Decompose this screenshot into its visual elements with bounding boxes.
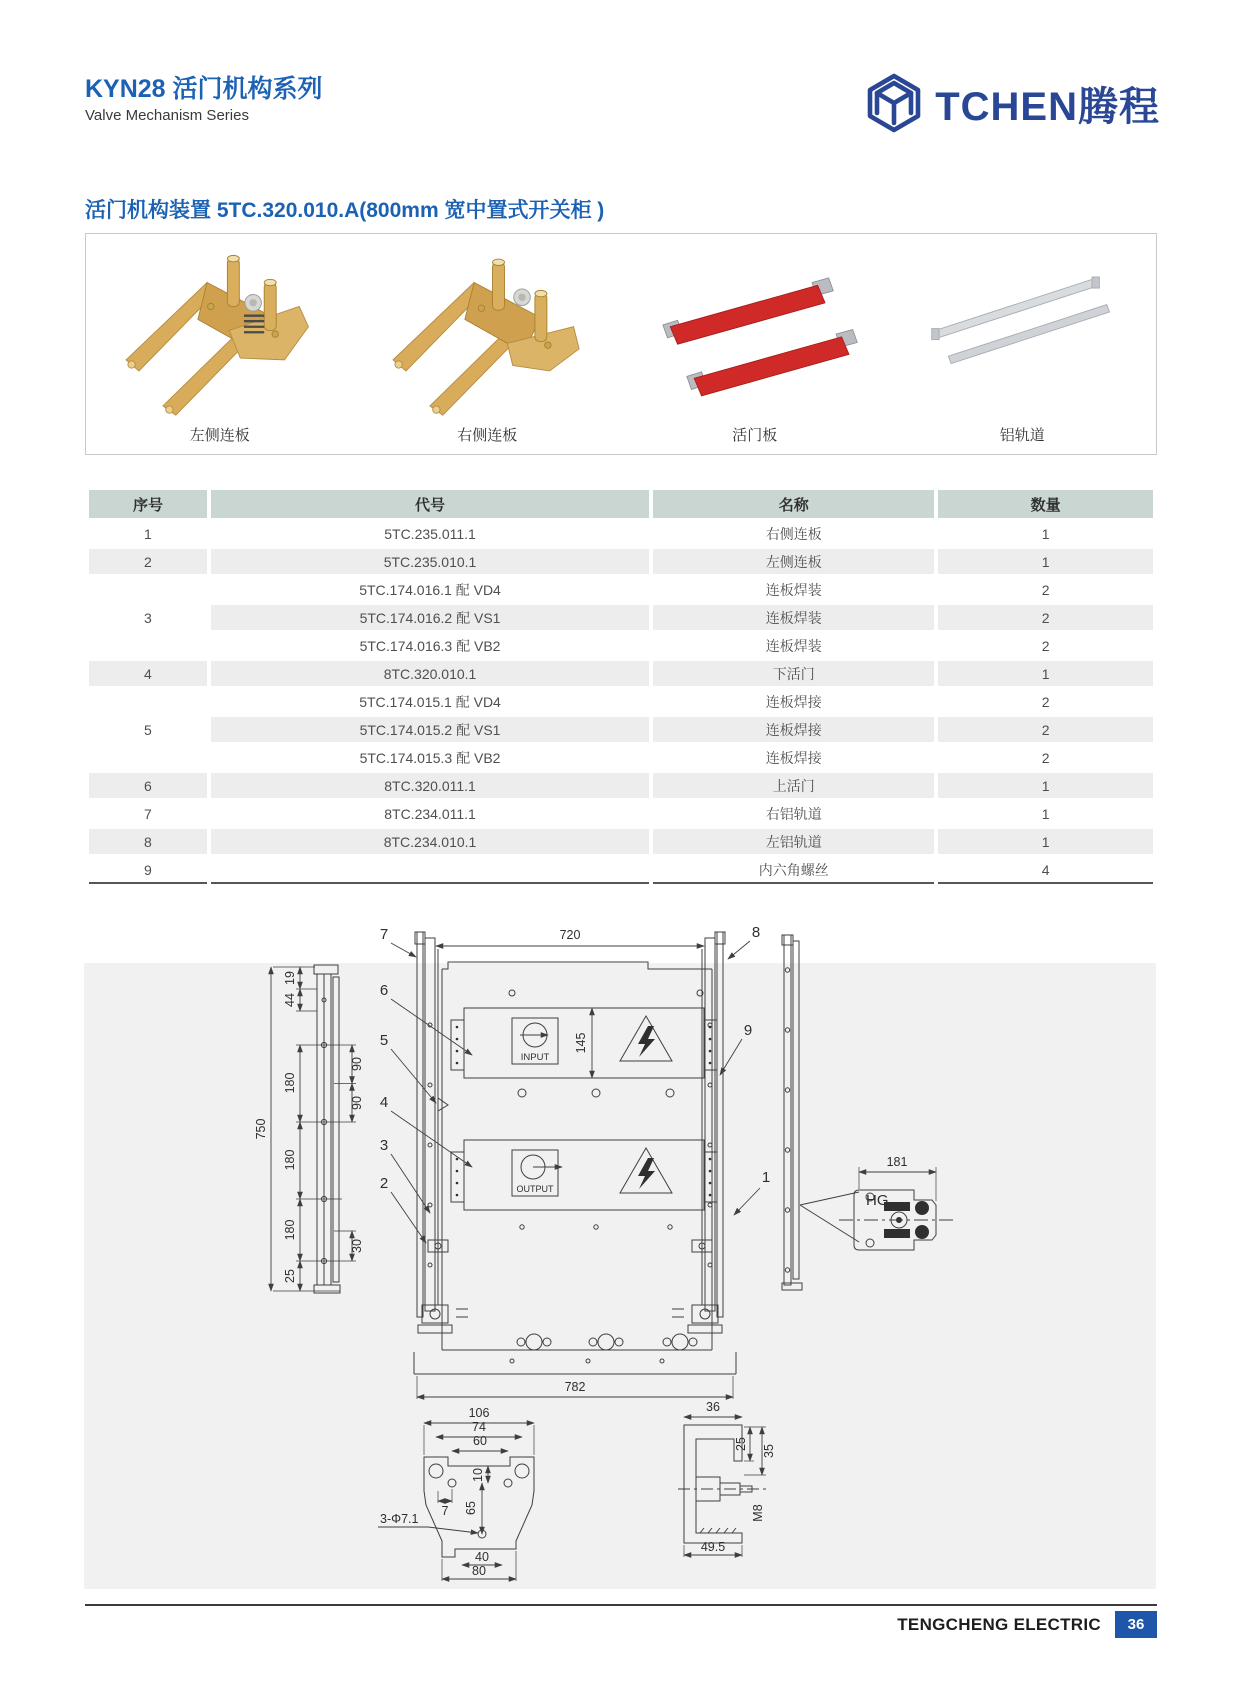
parts-table [85, 487, 1157, 887]
page-header [85, 76, 323, 124]
dim-19: 19 [283, 971, 297, 985]
table-row: 5TC.174.016.2 配 VS1 连板焊装 2 [89, 605, 1153, 630]
hg-label: HG [866, 1192, 889, 1209]
product-cell-valve-plate [621, 234, 889, 454]
dim-145: 145 [574, 1032, 588, 1054]
right-link-plate-image [377, 242, 597, 417]
dim-25: 25 [283, 1269, 297, 1283]
dim-36: 36 [706, 1400, 720, 1414]
dim-74: 74 [472, 1420, 486, 1434]
col-header-name: 名称 [653, 490, 934, 518]
callout-2: 2 [379, 1175, 389, 1192]
table-row: 5TC.174.015.2 配 VS1 连板焊接 2 [89, 717, 1153, 742]
dim-90-a: 90 [350, 1057, 364, 1071]
dim-720: 720 [559, 928, 581, 942]
table-row: 5 5TC.174.015.1 配 VD4 连板焊接 2 [89, 689, 1153, 714]
valve-plate-image [645, 242, 865, 417]
table-row: 7 8TC.234.011.1 右铝轨道 1 [89, 801, 1153, 826]
output-label: OUTPUT [516, 1184, 554, 1194]
aluminum-rail-image [912, 242, 1132, 417]
page-number-badge: 36 [1115, 1611, 1157, 1638]
col-header-qty: 数量 [938, 490, 1153, 518]
dim-181: 181 [886, 1155, 908, 1169]
table-row: 5TC.174.015.3 配 VB2 连板焊接 2 [89, 745, 1153, 770]
input-label: INPUT [520, 1052, 550, 1063]
dim-106: 106 [468, 1406, 490, 1420]
dim-10: 10 [471, 1468, 485, 1482]
brand-logo [863, 72, 1160, 134]
dim-25: 25 [734, 1437, 748, 1451]
technical-drawing [84, 905, 1156, 1590]
dim-60: 60 [473, 1434, 487, 1448]
callout-9: 9 [743, 1022, 753, 1039]
dim-7: 7 [441, 1504, 449, 1518]
drawing-background [84, 963, 1156, 1589]
product-cell-aluminum-rail [889, 234, 1157, 454]
table-row: 6 8TC.320.011.1 上活门 1 [89, 773, 1153, 798]
table-header-row [89, 490, 1153, 518]
cube-logo-icon [863, 72, 925, 134]
col-header-no: 序号 [89, 490, 207, 518]
table-row: 3 5TC.174.016.1 配 VD4 连板焊装 2 [89, 577, 1153, 602]
dim-180-b: 180 [283, 1149, 297, 1171]
dim-65: 65 [464, 1501, 478, 1515]
dim-49-5: 49.5 [700, 1540, 726, 1554]
series-title-en: Valve Mechanism Series [85, 106, 249, 124]
series-title-zh: KYN28 活门机构系列 [85, 75, 323, 103]
callout-4: 4 [379, 1094, 389, 1111]
footer-company: TENGCHENG ELECTRIC [897, 1614, 1101, 1634]
footer-divider [85, 1604, 1157, 1606]
dim-m8: M8 [751, 1504, 765, 1522]
dim-44: 44 [283, 993, 297, 1007]
brand-logo-text: TCHEN腾程 [935, 84, 1160, 129]
left-link-plate-image [110, 242, 330, 417]
callout-1: 1 [761, 1169, 771, 1186]
dim-35: 35 [762, 1444, 776, 1458]
callout-6: 6 [379, 982, 389, 999]
product-caption: 右侧连板 [457, 427, 518, 444]
callout-8: 8 [751, 924, 761, 941]
table-row: 5TC.174.016.3 配 VB2 连板焊装 2 [89, 633, 1153, 658]
section-title: 活门机构装置 5TC.320.010.A(800mm 宽中置式开关柜 ) [85, 199, 605, 222]
dim-30: 30 [350, 1239, 364, 1253]
callout-5: 5 [379, 1032, 389, 1049]
callout-3: 3 [379, 1137, 389, 1154]
footer [85, 1611, 1157, 1638]
product-caption: 左侧连板 [189, 427, 250, 444]
col-header-code: 代号 [211, 490, 649, 518]
dim-holes: 3-Φ7.1 [380, 1512, 419, 1526]
table-row: 2 5TC.235.010.1 左侧连板 1 [89, 549, 1153, 574]
product-cell-left-link-plate [86, 234, 354, 454]
product-cell-right-link-plate [354, 234, 622, 454]
dim-180-a: 180 [283, 1072, 297, 1094]
dim-40: 40 [475, 1550, 489, 1564]
table-row: 1 5TC.235.011.1 右侧连板 1 [89, 521, 1153, 546]
table-row: 4 8TC.320.010.1 下活门 1 [89, 661, 1153, 686]
table-row: 8 8TC.234.010.1 左铝轨道 1 [89, 829, 1153, 854]
dim-750: 750 [254, 1118, 268, 1140]
callout-7: 7 [379, 926, 389, 943]
product-caption: 活门板 [732, 427, 778, 444]
dim-90-b: 90 [350, 1096, 364, 1110]
product-gallery [85, 233, 1157, 455]
table-row: 9 内六角螺丝 4 [89, 857, 1153, 884]
dim-180-c: 180 [283, 1219, 297, 1241]
product-caption: 铝轨道 [999, 427, 1045, 444]
dim-782: 782 [564, 1380, 586, 1394]
dim-80: 80 [472, 1564, 486, 1578]
